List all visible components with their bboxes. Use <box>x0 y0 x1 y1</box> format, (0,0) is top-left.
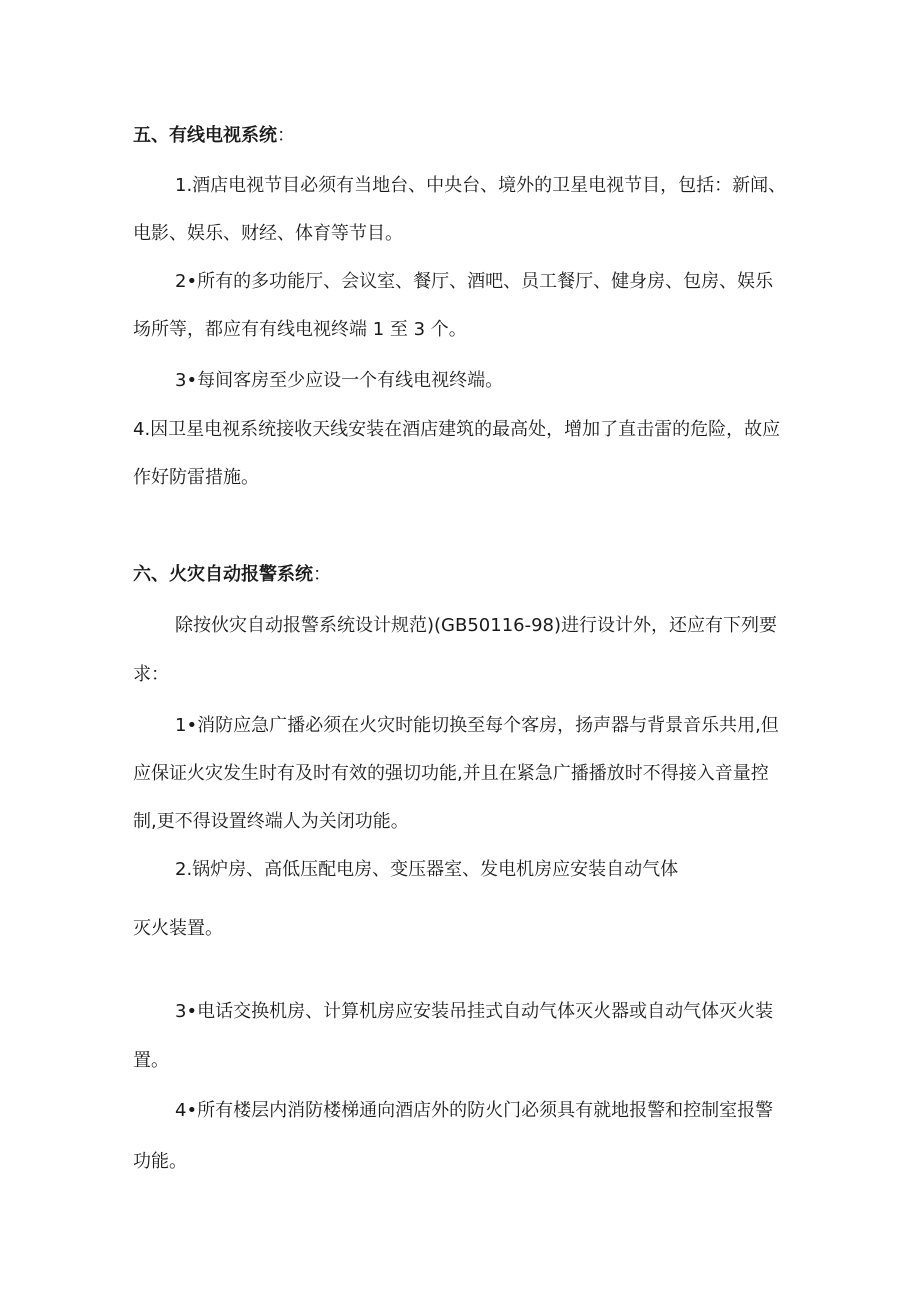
section-6-item-2-line-2: 灭火装置。 <box>133 918 223 939</box>
section-6-item-1-line-2: 应保证火灾发生时有及时有效的强切功能,并且在紧急广播播放时不得接入音量控 <box>133 763 769 784</box>
section-6-item-4-line-2: 功能。 <box>133 1151 187 1172</box>
section-5-heading-colon: ： <box>277 125 295 146</box>
section-6-heading-text: 六、火灾自动报警系统 <box>133 564 313 585</box>
section-5-item-3-line-1: 3•每间客房至少应设一个有线电视终端。 <box>175 370 504 391</box>
section-5-heading <box>133 124 295 148</box>
section-6-item-2-line-1: 2.锅炉房、高低压配电房、变压器室、发电机房应安装自动气体 <box>175 859 679 880</box>
section-5-item-4-line-2: 作好防雷措施。 <box>133 467 259 488</box>
section-5-item-2-line-1: 2•所有的多功能厅、会议室、餐厅、酒吧、员工餐厅、健身房、包房、娱乐 <box>175 271 774 292</box>
section-6-intro-line-2: 求： <box>133 664 169 685</box>
section-5-item-2-line-2: 场所等，都应有有线电视终端 1 至 3 个。 <box>133 319 467 340</box>
section-6-item-4-line-1: 4•所有楼层内消防楼梯通向酒店外的防火门必须具有就地报警和控制室报警 <box>175 1100 774 1121</box>
section-6-item-3-line-1: 3•电话交换机房、计算机房应安装吊挂式自动气体灭火器或自动气体灭火装 <box>175 1001 774 1022</box>
section-5-item-4-line-1: 4.因卫星电视系统接收天线安装在酒店建筑的最高处，增加了直击雷的危险，故应 <box>133 419 781 440</box>
section-6-heading-colon: ： <box>313 564 331 585</box>
section-6-item-1-line-3: 制,更不得设置终端人为关闭功能。 <box>133 811 409 832</box>
section-6-heading <box>133 563 331 587</box>
section-6-item-1-line-1: 1•消防应急广播必须在火灾时能切换至每个客房，扬声器与背景音乐共用,但 <box>175 715 779 736</box>
section-6-item-3-line-2: 置。 <box>133 1050 169 1071</box>
section-5-item-1-line-2: 电影、娱乐、财经、体育等节目。 <box>133 223 403 244</box>
section-5-heading-text: 五、有线电视系统 <box>133 125 277 146</box>
section-6-intro-line-1: 除按伙灾自动报警系统设计规范)(GB50116-98)进行设计外，还应有下列要 <box>175 615 778 636</box>
section-5-item-1-line-1: 1.酒店电视节目必须有当地台、中央台、境外的卫星电视节目，包括：新闻、 <box>175 175 787 196</box>
